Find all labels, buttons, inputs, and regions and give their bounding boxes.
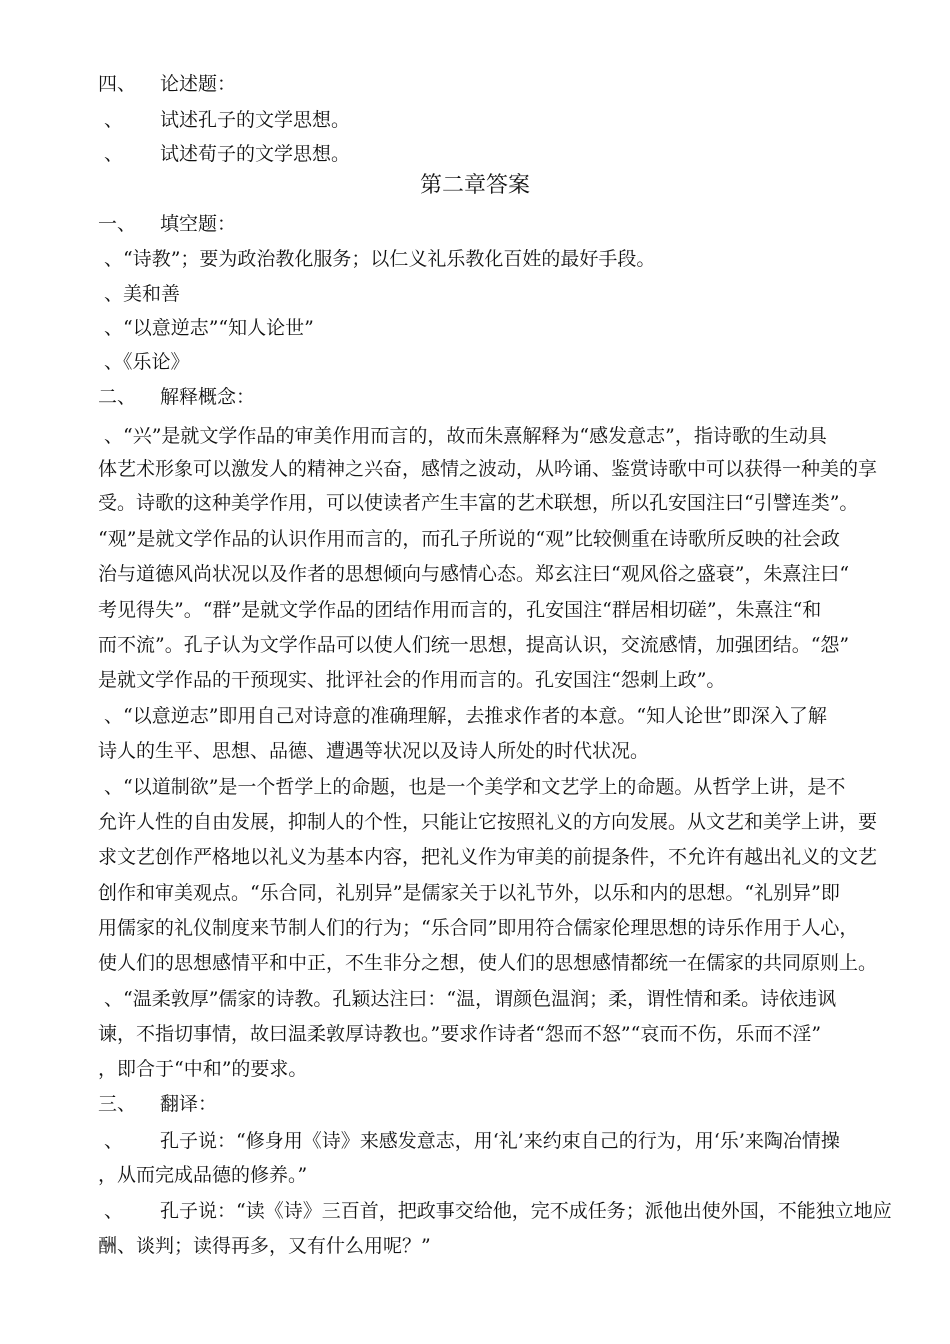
section-title: 论述题： xyxy=(160,73,237,95)
section-heading xyxy=(0,380,950,414)
list-item xyxy=(0,1194,950,1228)
section-title: 翻译： xyxy=(160,1093,218,1115)
item-text: 试述荀子的文学思想。 xyxy=(160,143,351,165)
paragraph-line: ，即合于“中和”的要求。 xyxy=(98,1058,308,1080)
section-heading xyxy=(0,67,950,101)
paragraph-line: 、“温柔敦厚”儒家的诗教。孔颖达注曰：“温，谓颜色温润；柔，谓性情和柔。诗依违讽 xyxy=(104,988,837,1010)
item-number: 、 xyxy=(104,1200,124,1222)
answer-line: 、“诗教”；要为政治教化服务；以仁义礼乐教化百姓的最好手段。 xyxy=(104,248,656,270)
item-number: 、 xyxy=(104,143,124,165)
list-item xyxy=(0,1124,950,1158)
list-item xyxy=(0,103,950,137)
paragraph-line: 是就文学作品的干预现实、批评社会的作用而言的。孔安国注“怨刺上政”。 xyxy=(98,669,726,691)
paragraph-line: 体艺术形象可以激发人的精神之兴奋，感情之波动，从吟诵、鉴赏诗歌中可以获得一种美的享 xyxy=(98,458,878,480)
paragraph-line: “观”是就文学作品的认识作用而言的，而孔子所说的“观”比较侧重在诗歌所反映的社会政 xyxy=(98,528,840,550)
item-text: 孔子说：“修身用《诗》来感发意志，用‘礼’来约束自己的行为，用‘乐’来陶冶情操 xyxy=(160,1130,840,1152)
section-heading xyxy=(0,1087,950,1121)
answer-line: 、美和善 xyxy=(104,283,181,305)
list-item-continuation: ，从而完成品德的修养。” xyxy=(98,1164,308,1186)
paragraph-line: 而不流”。孔子认为文学作品可以使人们统一思想，提高认识，交流感情，加强团结。“怨” xyxy=(98,634,850,656)
section-number: 四、 xyxy=(98,73,137,95)
paragraph-line: 、“兴”是就文学作品的审美作用而言的，故而朱熹解释为“感发意志”，指诗歌的生动具 xyxy=(104,425,827,447)
paragraph-line: 、“以道制欲”是一个哲学上的命题，也是一个美学和文艺学上的命题。从哲学上讲，是不 xyxy=(104,776,846,798)
list-item xyxy=(0,137,950,171)
answer-line: 、“以意逆志”“知人论世” xyxy=(104,317,314,339)
paragraph-line: 、“以意逆志”即用自己对诗意的准确理解，去推求作者的本意。“知人论世”即深入了解 xyxy=(104,705,827,727)
section-number: 一、 xyxy=(98,213,137,235)
section-number: 三、 xyxy=(98,1093,137,1115)
list-item-continuation: 酬、谈判；读得再多，又有什么用呢？” xyxy=(98,1235,431,1257)
item-text: 试述孔子的文学思想。 xyxy=(160,109,351,131)
section-title: 填空题： xyxy=(160,213,237,235)
paragraph-line: 治与道德风尚状况以及作者的思想倾向与感情心态。郑玄注曰“观风俗之盛衰”，朱熹注曰“ xyxy=(98,563,850,585)
paragraph-line: 使人们的思想感情平和中正，不生非分之想，使人们的思想感情都统一在儒家的共同原则上。 xyxy=(98,952,878,974)
section-title: 解释概念： xyxy=(160,386,256,408)
paragraph-line: 受。诗歌的这种美学作用，可以使读者产生丰富的艺术联想，所以孔安国注曰“引譬连类”。 xyxy=(98,492,859,514)
paragraph-line: 用儒家的礼仪制度来节制人们的行为；“乐合同”即用符合儒家伦理思想的诗乐作用于人心， xyxy=(98,917,859,939)
paragraph-line: 允许人性的自由发展，抑制人的个性，只能让它按照礼义的方向发展。从文艺和美学上讲，要 xyxy=(98,811,878,833)
section-number: 二、 xyxy=(98,386,137,408)
paragraph-line: 创作和审美观点。“乐合同，礼别异”是儒家关于以礼节外，以乐和内的思想。“礼别异”即 xyxy=(98,882,840,904)
paragraph-line: 求文艺创作严格地以礼义为基本内容，把礼义作为审美的前提条件，不允许有越出礼义的文艺 xyxy=(98,846,878,868)
item-text: 孔子说：“读《诗》三百首，把政事交给他，完不成任务；派他出使外国，不能独立地应 xyxy=(160,1200,892,1222)
paragraph-line: 考见得失”。“群”是就文学作品的团结作用而言的，孔安国注“群居相切磋”，朱熹注“和 xyxy=(98,599,822,621)
item-number: 、 xyxy=(104,1130,124,1152)
paragraph-line: 诗人的生平、思想、品德、遭遇等状况以及诗人所处的时代状况。 xyxy=(98,740,650,762)
answer-line: 、《乐论》 xyxy=(104,351,190,373)
chapter-title: 第二章答案 xyxy=(419,173,530,198)
item-number: 、 xyxy=(104,109,124,131)
paragraph-line: 谏，不指切事情，故曰温柔敦厚诗教也。”要求作诗者“怨而不怒”“哀而不伤，乐而不淫” xyxy=(98,1023,822,1045)
section-heading xyxy=(0,207,950,241)
